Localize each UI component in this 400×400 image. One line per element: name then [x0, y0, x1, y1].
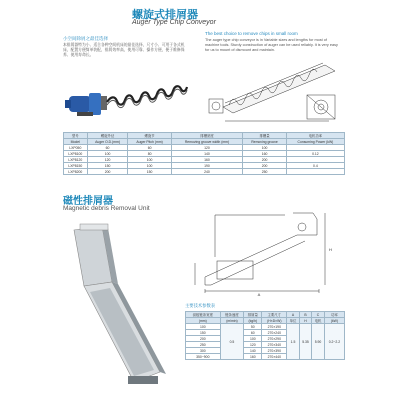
header-cell: (H×D×W) [262, 318, 287, 324]
table-cell: 270×290 [262, 336, 287, 342]
auger-spec-table [63, 132, 345, 175]
table-cell: LXP8200 [64, 169, 88, 175]
table-cell: 150 [186, 330, 221, 336]
table-cell: 200 [87, 169, 128, 175]
table-cell: 60 [87, 145, 128, 151]
table-cell: 60 [128, 145, 171, 151]
table-cell: LXP050 [64, 145, 88, 151]
table-cell: 100 [244, 336, 262, 342]
table-cell: 240 [171, 169, 243, 175]
table-cell: 120 [171, 145, 243, 151]
header-cell: Auger Pitch (mm) [128, 139, 171, 145]
header-cell: 主要尺寸 [262, 312, 287, 318]
table-cell: 190 [171, 163, 243, 169]
header-cell: 刮板链条宽度 [186, 312, 221, 318]
table-cell: 5.35 [299, 324, 311, 360]
table-cell: 140 [171, 151, 243, 157]
header-cell: H [299, 318, 311, 324]
table-cell: 200 [243, 163, 287, 169]
table-cell: 150 [128, 169, 171, 175]
magnetic-technical-drawing [185, 205, 335, 297]
table-cell: 200 [243, 157, 287, 163]
table-cell: 0.4 [286, 163, 344, 169]
section1-subtitle: Auger Type Chip Conveyor [132, 19, 216, 26]
header-cell: 单位 [287, 318, 300, 324]
header-cell: Removing groove width (mm) [171, 139, 243, 145]
table-cell: LXP8150 [64, 163, 88, 169]
header-cell: Auger O.D.(mm) [87, 139, 128, 145]
table-cell: 5.90 [312, 324, 325, 360]
left-paragraph: 本排屑器特为小、适合各种空间机床的最佳选择，尺寸小、可用于各式机床，配置方便简单装配，排屑效率高，使用可靠、操作方便，便于维修保养、使用寿命长。 [63, 43, 185, 58]
header-cell: 电机 [312, 318, 325, 324]
table-cell: 100 [243, 145, 287, 151]
dimension-label-a: A [257, 292, 261, 297]
header-cell: 链条速度 [220, 312, 244, 318]
section1-title: 螺旋式排屑器 [132, 9, 198, 21]
header-cell: (mm) [186, 318, 221, 324]
table-cell: LXP8120 [64, 157, 88, 163]
table-cell: 150 [87, 163, 128, 169]
table-cell: 100 [186, 324, 221, 330]
table-cell: 270×390 [262, 348, 287, 354]
table-cell: 270×240 [262, 330, 287, 336]
table-cell: 0.12 [286, 151, 344, 157]
table-cell: 1.5 [287, 324, 300, 360]
magnetic-conveyor-photo [68, 222, 168, 394]
left-heading: 小空间除屑之最佳选择 [63, 36, 108, 41]
header-cell: 排槽宽度 [171, 133, 243, 139]
table-cell [286, 169, 344, 175]
section2-subtitle: Magnetic debris Removal Unit [63, 205, 150, 212]
header-cell: 螺旋节 [128, 133, 171, 139]
right-heading: The best choice to remove chips in small room [205, 31, 298, 36]
header-cell: A [287, 312, 300, 318]
table-cell: LXP8100 [64, 151, 88, 157]
auger-technical-drawing [205, 55, 350, 130]
header-cell: Model [64, 139, 88, 145]
table-cell: 0.2~2.2 [324, 324, 344, 360]
table-cell: 50 [244, 324, 262, 330]
header-cell: (kW) [324, 318, 344, 324]
table-cell: 270×340 [262, 342, 287, 348]
header-cell: 型号 [64, 133, 88, 139]
table-cell: 160 [243, 151, 287, 157]
header-cell: 螺旋外径 [87, 133, 128, 139]
table-cell: 350~900 [186, 354, 221, 360]
header-cell: (m/min) [220, 318, 244, 324]
header-cell: 功率 [324, 312, 344, 318]
header-cell: 电机功率 [286, 133, 344, 139]
header-cell: Consuming Power (kW) [286, 139, 344, 145]
table-cell: 250 [186, 342, 221, 348]
magnetic-spec-table [185, 311, 345, 360]
table2-heading: 主要技术参数表 [185, 303, 216, 308]
header-cell: Removing groove [243, 139, 287, 145]
table-cell: 0.5 [220, 324, 244, 360]
table-row [64, 169, 345, 175]
table-cell: 160 [244, 354, 262, 360]
right-paragraph: The auger type chip conveyor is in Variable sizes and lengths for most of machine tools. Sturdy construction of auger can be used reliably. It is very easy for us to mount of dismount and maintain. [205, 38, 338, 53]
header-cell: B [299, 312, 311, 318]
table-cell: 250 [243, 169, 287, 175]
table-cell: 120 [87, 157, 128, 163]
table-cell: 100 [87, 151, 128, 157]
header-cell: (kg/h) [244, 318, 262, 324]
header-cell: 排槽量 [243, 133, 287, 139]
section2-title: 磁性排屑器 [63, 196, 113, 207]
table-cell: 100 [128, 157, 171, 163]
table-cell: 140 [244, 348, 262, 354]
table-cell: 270×190 [262, 324, 287, 330]
table-cell: 270×440 [262, 354, 287, 360]
header-cell: 排屑量 [244, 312, 262, 318]
table-cell: 200 [186, 336, 221, 342]
table-cell: 160 [171, 157, 243, 163]
auger-conveyor-photo [63, 60, 193, 128]
header-cell: C [312, 312, 325, 318]
table-cell: 120 [244, 342, 262, 348]
table-cell: 60 [244, 330, 262, 336]
table-cell: 100 [128, 163, 171, 169]
table-cell: 80 [128, 151, 171, 157]
dimension-label-h: H [329, 247, 332, 252]
table-cell: 300 [186, 348, 221, 354]
